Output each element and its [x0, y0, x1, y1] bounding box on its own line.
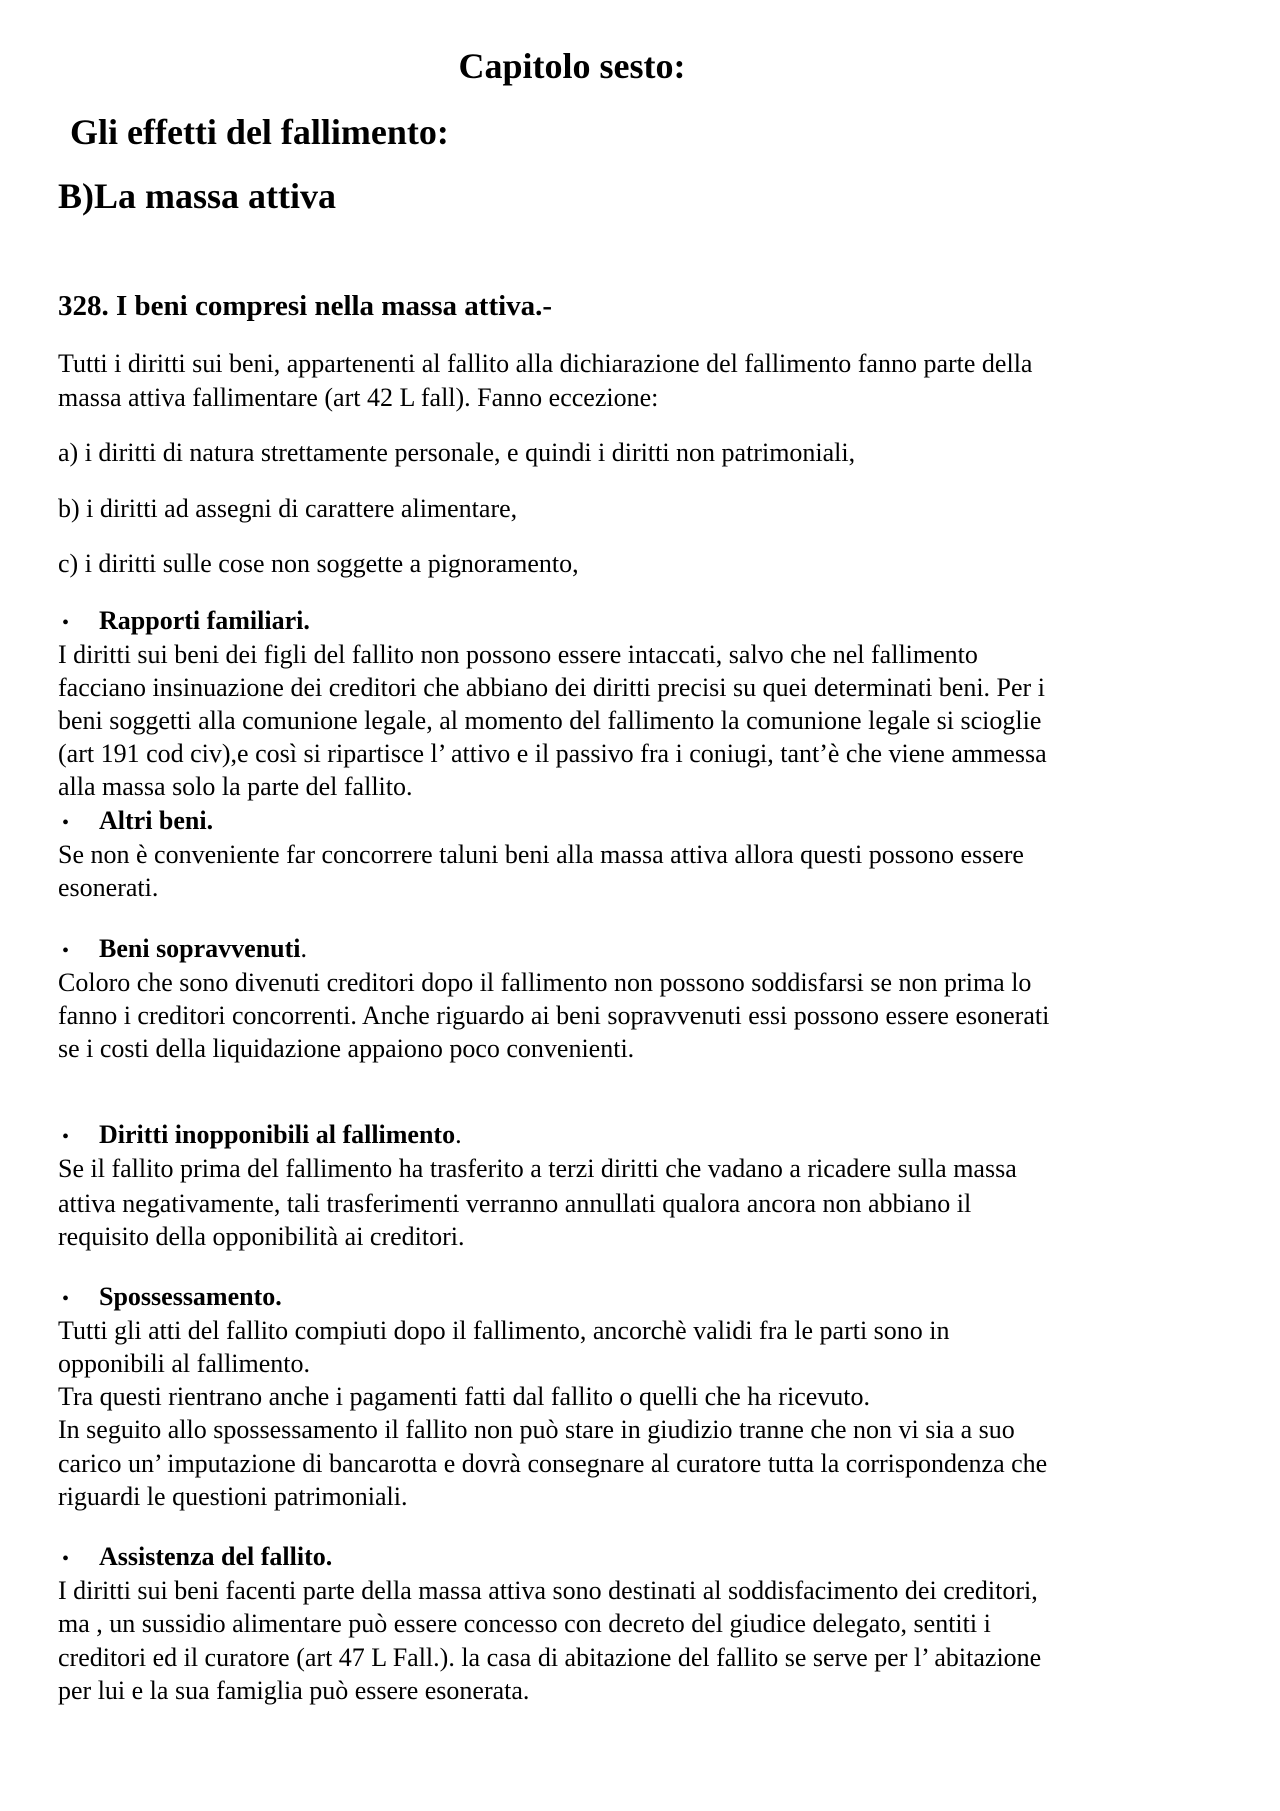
body-line: facciano insinuazione dei creditori che abbiano dei diritti precisi su quei determinati beni. Per i	[58, 673, 1045, 702]
body-line: ma , un sussidio alimentare può essere concesso con decreto del giudice delegato, sentiti i	[58, 1609, 991, 1638]
body-line: Coloro che sono divenuti creditori dopo il fallimento non possono soddisfarsi se non prima lo	[58, 968, 1032, 997]
bullet-heading	[58, 1280, 282, 1316]
exception-item: b) i diritti ad assegni di carattere alimentare,	[58, 494, 518, 523]
body-line: esonerati.	[58, 873, 159, 902]
bullet-title: Beni sopravvenuti	[99, 934, 301, 963]
body-line: Se non è conveniente far concorrere taluni beni alla massa attiva allora questi possono essere	[58, 840, 1024, 869]
body-line: attiva negativamente, tali trasferimenti verranno annullati qualora ancora non abbiano il	[58, 1189, 972, 1218]
bullet-title-suffix: .	[455, 1120, 462, 1149]
bullet-icon: •	[62, 1126, 70, 1148]
bullet-title: Altri beni.	[99, 806, 214, 835]
body-line: Tra questi rientrano anche i pagamenti fatti dal fallito o quelli che ha ricevuto.	[58, 1382, 870, 1411]
bullet-heading	[58, 932, 307, 968]
body-line: I diritti sui beni facenti parte della massa attiva sono destinati al soddisfacimento dei creditori,	[58, 1576, 1038, 1605]
body-line: alla massa solo la parte del fallito.	[58, 772, 413, 801]
bullet-title: Spossessamento.	[99, 1282, 282, 1311]
intro-line: Tutti i diritti sui beni, appartenenti al fallito alla dichiarazione del fallimento fanno parte della	[58, 349, 1033, 378]
body-line: requisito della opponibilità ai creditori.	[58, 1222, 465, 1251]
bullet-heading	[58, 604, 310, 640]
bullet-heading	[58, 804, 213, 840]
bullet-icon: •	[62, 1548, 70, 1570]
bullet-heading	[58, 1118, 462, 1154]
bullet-title: Diritti inopponibili al fallimento	[99, 1120, 456, 1149]
bullet-title: Assistenza del fallito.	[99, 1542, 333, 1571]
bullet-heading	[58, 1540, 332, 1576]
body-line: se i costi della liquidazione appaiono poco convenienti.	[58, 1034, 635, 1063]
body-line: I diritti sui beni dei figli del fallito non possono essere intaccati, salvo che nel fallimento	[58, 640, 978, 669]
chapter-subheading: B)La massa attiva	[58, 176, 336, 216]
section-title: 328. I beni compresi nella massa attiva.-	[58, 290, 553, 322]
bullet-title: Rapporti familiari.	[99, 606, 310, 635]
body-line: carico un’ imputazione di bancarotta e dovrà consegnare al curatore tutta la corrispondenza che	[58, 1449, 1048, 1478]
body-line: creditori ed il curatore (art 47 L Fall.). la casa di abitazione del fallito se serve per l’ abitazione	[58, 1643, 1042, 1672]
body-line: Se il fallito prima del fallimento ha trasferito a terzi diritti che vadano a ricadere sulla massa	[58, 1154, 1017, 1183]
chapter-heading: Gli effetti del fallimento:	[70, 112, 449, 152]
bullet-icon: •	[62, 812, 70, 834]
bullet-icon: •	[62, 1288, 70, 1310]
intro-line: massa attiva fallimentare (art 42 L fall). Fanno eccezione:	[58, 383, 659, 412]
bullet-icon: •	[62, 940, 70, 962]
body-line: In seguito allo spossessamento il fallito non può stare in giudizio tranne che non vi sia a suo	[58, 1415, 1015, 1444]
body-line: (art 191 cod civ),e così si ripartisce l’ attivo e il passivo fra i coniugi, tant’è che viene ammessa	[58, 739, 1047, 768]
bullet-icon: •	[62, 612, 70, 634]
exception-item: a) i diritti di natura strettamente personale, e quindi i diritti non patrimoniali,	[58, 438, 856, 467]
body-line: beni soggetti alla comunione legale, al momento del fallimento la comunione legale si scioglie	[58, 706, 1042, 735]
body-line: riguardi le questioni patrimoniali.	[58, 1482, 408, 1511]
chapter-title: Capitolo sesto:	[458, 46, 686, 86]
body-line: per lui e la sua famiglia può essere esonerata.	[58, 1676, 530, 1705]
body-line: opponibili al fallimento.	[58, 1349, 311, 1378]
bullet-title-suffix: .	[300, 934, 308, 963]
body-line: fanno i creditori concorrenti. Anche riguardo ai beni sopravvenuti essi possono essere esonerati	[58, 1001, 1050, 1030]
body-line: Tutti gli atti del fallito compiuti dopo il fallimento, ancorchè validi fra le parti sono in	[58, 1316, 950, 1345]
exception-item: c) i diritti sulle cose non soggette a pignoramento,	[58, 549, 579, 578]
